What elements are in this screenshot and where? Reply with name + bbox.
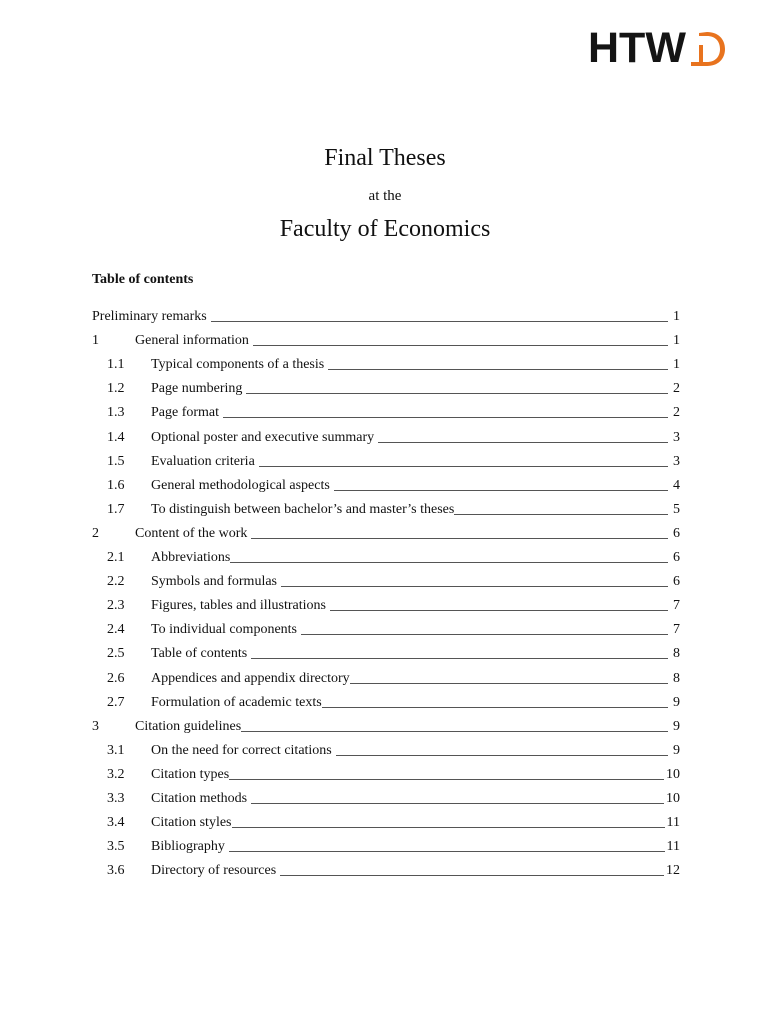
- toc-entry[interactable]: [92, 422, 680, 446]
- toc-entry-label: Page numbering: [151, 381, 243, 397]
- toc-entry-label: Bibliography: [151, 839, 225, 855]
- toc-leader-line: [211, 320, 668, 322]
- toc-entry-page: 8: [673, 670, 680, 686]
- toc-entry-label: Table of contents: [151, 646, 248, 662]
- toc-entry-label: Optional poster and executive summary: [151, 429, 375, 445]
- toc-entry-label: Citation types: [151, 766, 230, 782]
- toc-entry-page: 6: [673, 525, 680, 541]
- toc-entry[interactable]: [92, 712, 680, 736]
- toc-entry[interactable]: [92, 639, 680, 663]
- toc-entry[interactable]: [92, 615, 680, 639]
- toc-entry-label: Directory of resources: [151, 863, 277, 879]
- toc-entry-page: 3: [673, 453, 680, 469]
- toc-entry-number: 3.5: [107, 839, 125, 855]
- toc-entry-number: 2.2: [107, 574, 125, 590]
- toc-entry[interactable]: [92, 374, 680, 398]
- toc-leader-line: [253, 344, 668, 346]
- toc-entry-number: 1.2: [107, 381, 125, 397]
- toc-entry-label: Symbols and formulas: [151, 574, 277, 590]
- toc-entry-page: 7: [673, 598, 680, 614]
- toc-entry-page: 10: [666, 766, 680, 782]
- toc-entry-page: 4: [673, 477, 680, 493]
- toc-entry-page: 8: [673, 646, 680, 662]
- toc-entry-page: 9: [673, 694, 680, 710]
- toc-entry-label: Citation guidelines: [135, 718, 242, 734]
- toc-entry-page: 12: [666, 863, 680, 879]
- toc-entry[interactable]: [92, 760, 680, 784]
- toc-entry[interactable]: [92, 832, 680, 856]
- toc-leader-line: [330, 609, 668, 611]
- toc-leader-line: [322, 706, 668, 708]
- toc-entry-number: 1.3: [107, 405, 125, 421]
- toc-entry-number: 3.2: [107, 766, 125, 782]
- toc-leader-line: [251, 657, 668, 659]
- toc-entry[interactable]: [92, 350, 680, 374]
- toc-entry[interactable]: [92, 326, 680, 350]
- document-subtitle: at the: [368, 188, 402, 204]
- toc-entry-number: 1.7: [107, 501, 125, 517]
- toc-entry-label: Appendices and appendix directory: [151, 670, 350, 686]
- toc-entry[interactable]: [92, 519, 680, 543]
- toc-entry-page: 1: [673, 357, 680, 373]
- toc-entry-label: To distinguish between bachelor’s and master’s theses: [151, 501, 455, 517]
- toc-entry-label: Formulation of academic texts: [151, 694, 322, 710]
- toc-entry-number: 2.4: [107, 622, 125, 638]
- toc-heading: Table of contents: [92, 272, 194, 287]
- toc-leader-line: [230, 561, 668, 563]
- toc-entry-label: To individual components: [151, 622, 298, 638]
- toc-entry-page: 9: [673, 718, 680, 734]
- toc-entry-number: 3.1: [107, 742, 125, 758]
- toc-leader-line: [251, 537, 668, 539]
- toc-entry[interactable]: [92, 471, 680, 495]
- toc-entry-page: 7: [673, 622, 680, 638]
- toc-entry-page: 9: [673, 742, 680, 758]
- toc-leader-line: [378, 441, 668, 443]
- toc-leader-line: [334, 489, 668, 491]
- toc-entry[interactable]: [92, 398, 680, 422]
- toc-leader-line: [350, 682, 668, 684]
- logo-text: HTW: [588, 24, 686, 72]
- toc-entry-page: 3: [673, 429, 680, 445]
- toc-entry-page: 5: [673, 501, 680, 517]
- toc-leader-line: [229, 778, 664, 780]
- toc-leader-line: [281, 585, 668, 587]
- toc-leader-line: [241, 730, 668, 732]
- toc-entry-page: 1: [673, 309, 680, 325]
- toc-entry[interactable]: [92, 591, 680, 615]
- logo-d-icon: [687, 31, 727, 67]
- toc-entry-number: 1: [92, 333, 99, 349]
- toc-entry[interactable]: [92, 447, 680, 471]
- toc-entry-number: 3.6: [107, 863, 125, 879]
- faculty-title: Faculty of Economics: [279, 216, 491, 242]
- toc-leader-line: [259, 465, 668, 467]
- toc-entry-number: 1.6: [107, 477, 125, 493]
- toc-entry-label: Citation styles: [151, 815, 232, 831]
- toc-leader-line: [223, 416, 668, 418]
- toc-entry[interactable]: [92, 567, 680, 591]
- toc-entry-label: Page format: [151, 405, 220, 421]
- toc-entry[interactable]: [92, 856, 680, 880]
- document-title: Final Theses: [324, 145, 446, 171]
- toc-entry-number: 1.1: [107, 357, 125, 373]
- toc-leader-line: [229, 850, 665, 852]
- toc-leader-line: [301, 633, 668, 635]
- toc-entry-page: 10: [666, 790, 680, 806]
- toc-entry-label: Figures, tables and illustrations: [151, 598, 326, 614]
- toc-entry[interactable]: [92, 663, 680, 687]
- toc-entry-label: General methodological aspects: [151, 477, 330, 493]
- toc-leader-line: [336, 754, 668, 756]
- toc-entry-page: 11: [666, 839, 680, 855]
- toc-leader-line: [280, 874, 664, 876]
- toc-leader-line: [328, 368, 668, 370]
- toc-entry-number: 2.5: [107, 646, 125, 662]
- toc-entry[interactable]: [92, 808, 680, 832]
- toc-entry[interactable]: [92, 302, 680, 326]
- toc-entry[interactable]: [92, 543, 680, 567]
- toc-entry-number: 3.3: [107, 790, 125, 806]
- htwd-logo: [588, 24, 727, 72]
- toc-entry-page: 2: [673, 381, 680, 397]
- toc-leader-line: [251, 802, 664, 804]
- toc-entry-label: Abbreviations: [151, 550, 231, 566]
- table-of-contents: [92, 302, 680, 880]
- toc-entry-page: 11: [666, 815, 680, 831]
- toc-entry-number: 2.7: [107, 694, 125, 710]
- toc-entry[interactable]: [92, 495, 680, 519]
- toc-entry-page: 2: [673, 405, 680, 421]
- toc-entry-label: Content of the work: [135, 525, 248, 541]
- toc-entry-number: 2.3: [107, 598, 125, 614]
- toc-entry-page: 6: [673, 574, 680, 590]
- toc-entry-number: 2.6: [107, 670, 125, 686]
- toc-leader-line: [454, 513, 668, 515]
- toc-entry-label: General information: [135, 333, 249, 349]
- toc-entry-label: Preliminary remarks: [92, 309, 207, 325]
- toc-entry[interactable]: [92, 736, 680, 760]
- toc-entry-number: 2: [92, 525, 99, 541]
- toc-leader-line: [246, 392, 668, 394]
- toc-entry-label: Typical components of a thesis: [151, 357, 325, 373]
- toc-leader-line: [232, 826, 665, 828]
- toc-entry[interactable]: [92, 784, 680, 808]
- toc-entry-number: 2.1: [107, 550, 125, 566]
- toc-entry-label: Evaluation criteria: [151, 453, 255, 469]
- toc-entry-label: On the need for correct citations: [151, 742, 332, 758]
- toc-entry-page: 1: [673, 333, 680, 349]
- toc-entry-number: 1.4: [107, 429, 125, 445]
- toc-entry-number: 1.5: [107, 453, 125, 469]
- toc-entry-number: 3: [92, 718, 99, 734]
- toc-entry-number: 3.4: [107, 815, 125, 831]
- toc-entry[interactable]: [92, 688, 680, 712]
- toc-entry-label: Citation methods: [151, 790, 248, 806]
- toc-entry-page: 6: [673, 550, 680, 566]
